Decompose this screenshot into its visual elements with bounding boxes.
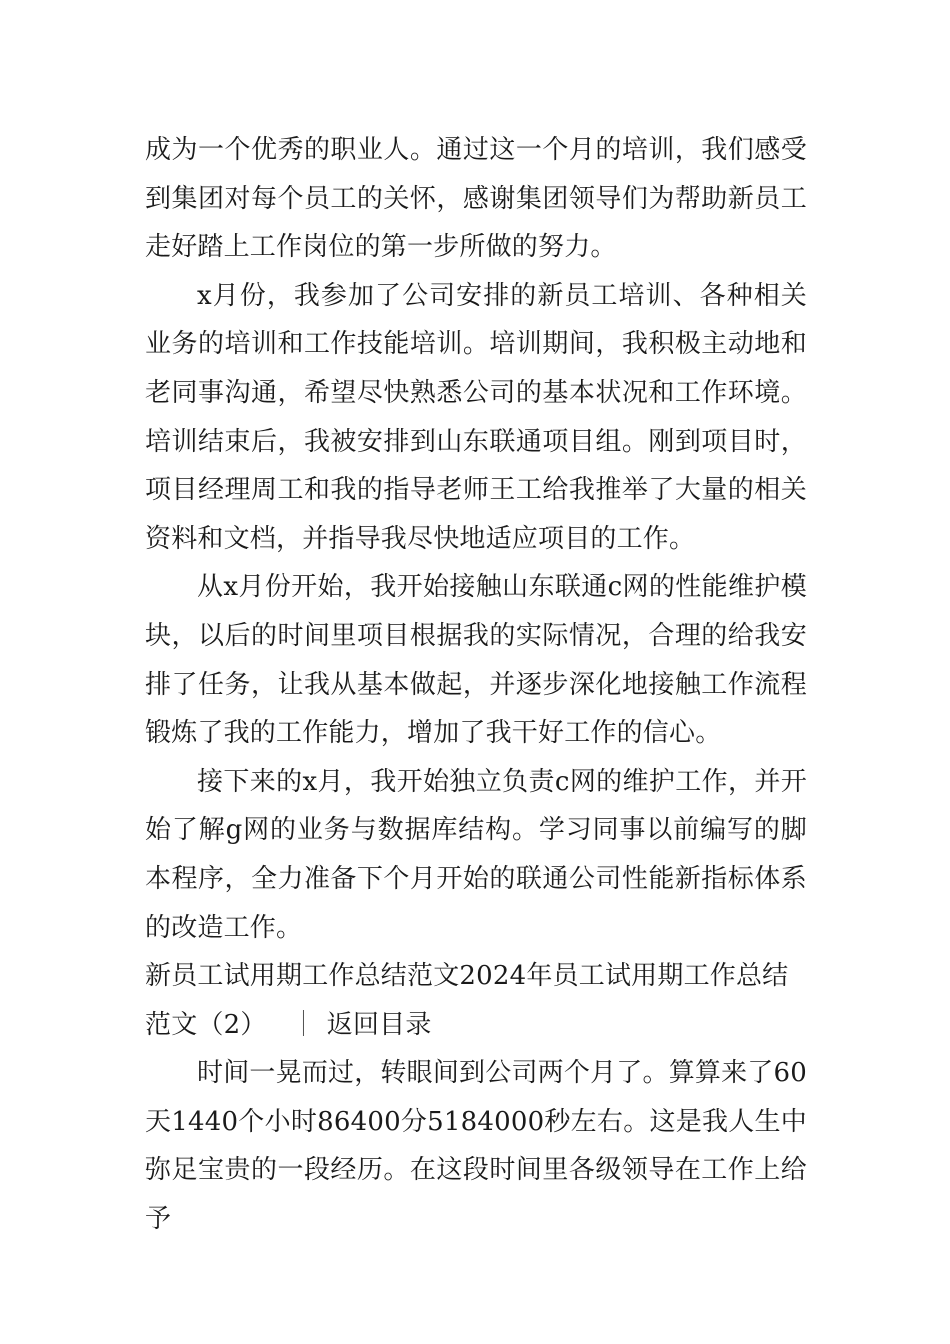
paragraph-2: x月份，我参加了公司安排的新员工培训、各种相关业务的培训和工作技能培训。培训期间，我积极主动地和老同事沟通，希望尽快熟悉公司的基本状况和工作环境。培训结束后，我被安排到山东联通项目组。刚到项目时，项目经理周工和我的指导老师王工给我推举了大量的相关资料和文档，并指导我尽快地适应项目的工作。 [145, 280, 807, 554]
section-title: 新员工试用期工作总结范文2024年员工试用期工作总结范文（2） [145, 961, 789, 1040]
back-to-toc-link[interactable]: 返回目录 [326, 1009, 432, 1040]
paragraph-1: 成为一个优秀的职业人。通过这一个月的培训，我们感受到集团对每个员工的关怀，感谢集团领导们为帮助新员工走好踏上工作岗位的第一步所做的努力。 [145, 135, 807, 263]
heading-separator: ｜ [290, 1009, 317, 1040]
paragraph-4: 接下来的x月，我开始独立负责c网的维护工作，并开始了解g网的业务与数据库结构。学习同事以前编写的脚本程序，全力准备下个月开始的联通公司性能新指标体系的改造工作。 [145, 766, 807, 943]
paragraph-3: 从x月份开始，我开始接触山东联通c网的性能维护模块，以后的时间里项目根据我的实际情况，合理的给我安排了任务，让我从基本做起，并逐步深化地接触工作流程锻炼了我的工作能力，增加了我干好工作的信心。 [145, 572, 807, 749]
paragraph-5: 时间一晃而过，转眼间到公司两个月了。算算来了60天1440个小时86400分5184000秒左右。这是我人生中弥足宝贵的一段经历。在这段时间里各级领导在工作上给予 [145, 1058, 807, 1235]
document-body [145, 126, 807, 1244]
section-heading [145, 952, 807, 1049]
